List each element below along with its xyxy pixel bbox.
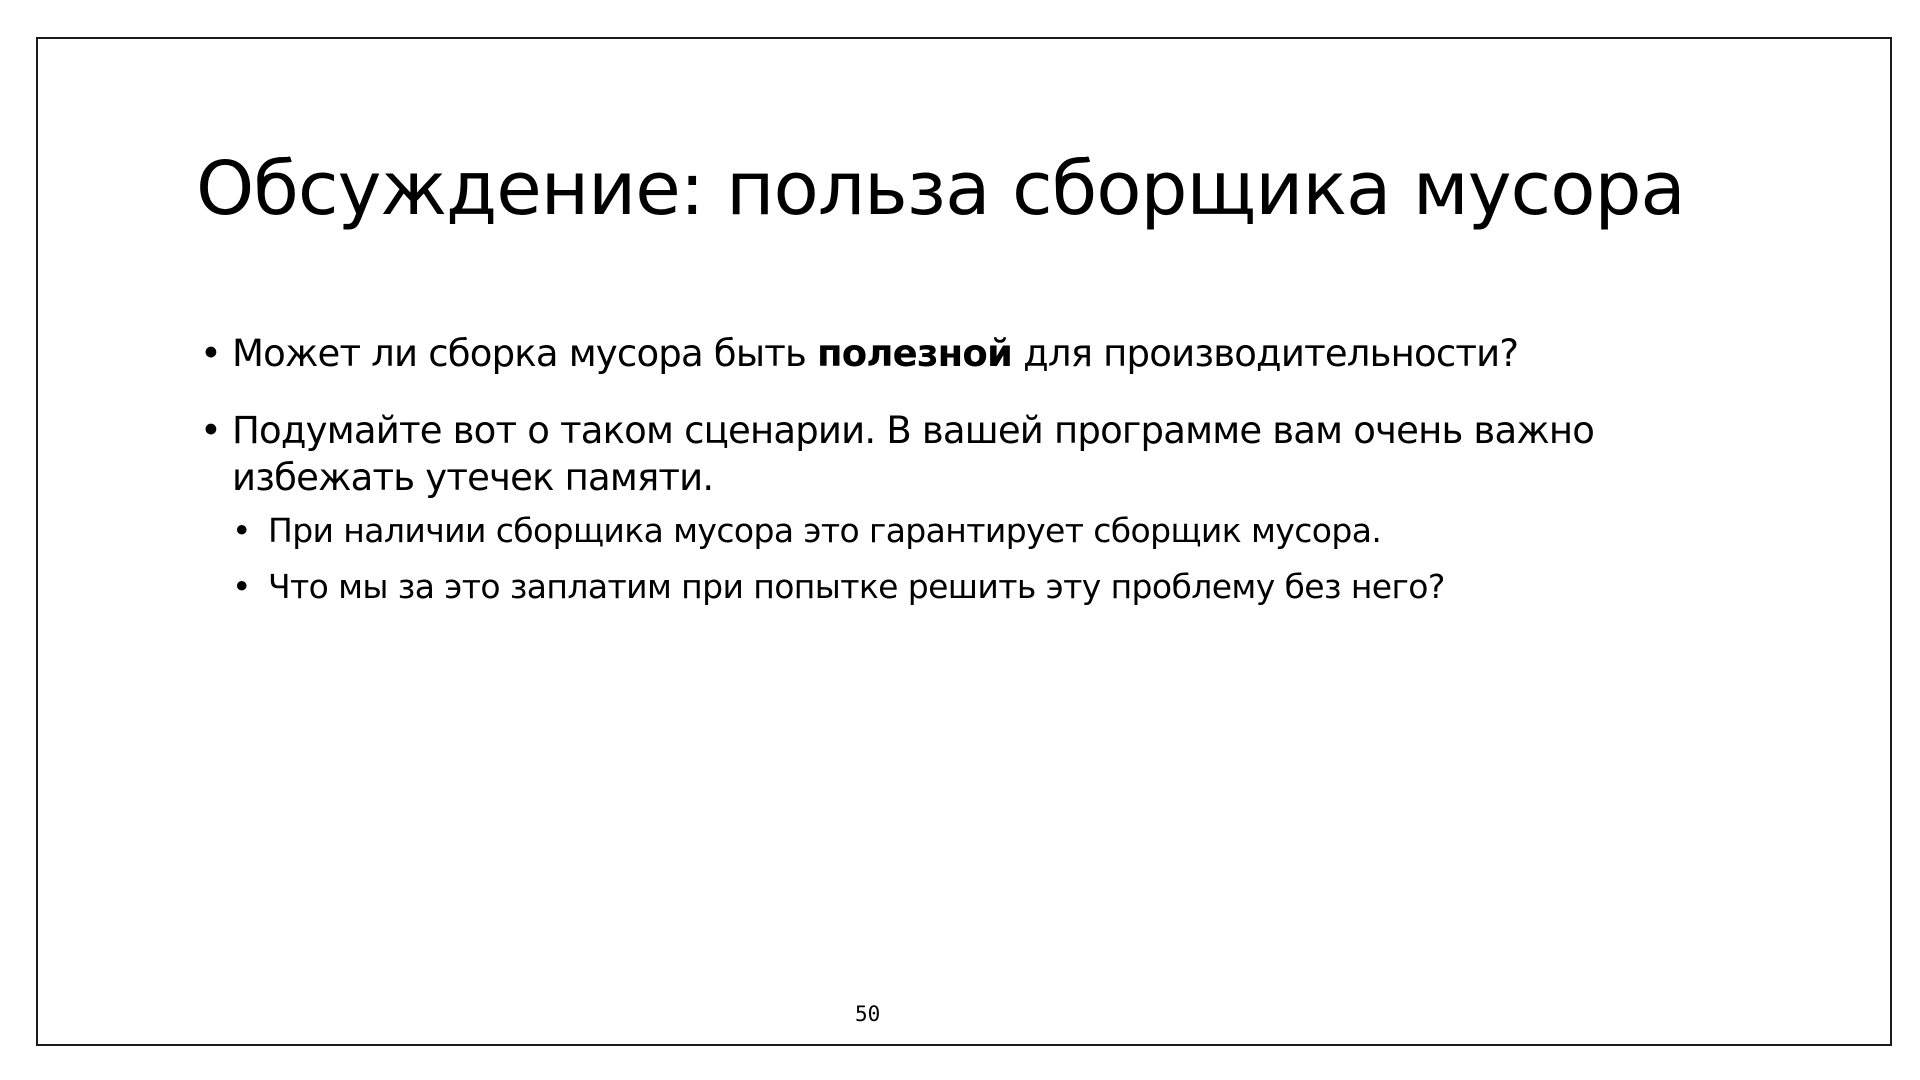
sub-bullet-text: При наличии сборщика мусора это гарантирует сборщик мусора. xyxy=(268,511,1382,550)
sub-bullet-marker: • xyxy=(232,567,251,606)
slide-title: Обсуждение: польза сборщика мусора xyxy=(196,146,1685,232)
sub-bullet-marker: • xyxy=(232,511,251,550)
bullet-marker: • xyxy=(200,332,222,375)
sub-bullet-item-guarantee xyxy=(232,509,1720,553)
bullet-item-scenario xyxy=(200,407,1720,609)
sub-bullet-list xyxy=(232,509,1720,609)
bullet-text: Подумайте вот о таком сценарии. В вашей программе вам очень важно избежать утечек памяти. xyxy=(232,409,1595,499)
bullet-item-gc-performance xyxy=(200,330,1720,377)
page-number: 50 xyxy=(855,1002,881,1026)
bullet-text-after: для производительности? xyxy=(1012,332,1519,375)
bullet-text-before: Может ли сборка мусора быть xyxy=(232,332,817,375)
bullet-text-bold: полезной xyxy=(816,332,1013,375)
bullet-list xyxy=(200,330,1720,639)
bullet-marker: • xyxy=(200,409,222,452)
sub-bullet-item-cost xyxy=(232,565,1720,609)
sub-bullet-text: Что мы за это заплатим при попытке решить эту проблему без него? xyxy=(268,567,1445,606)
